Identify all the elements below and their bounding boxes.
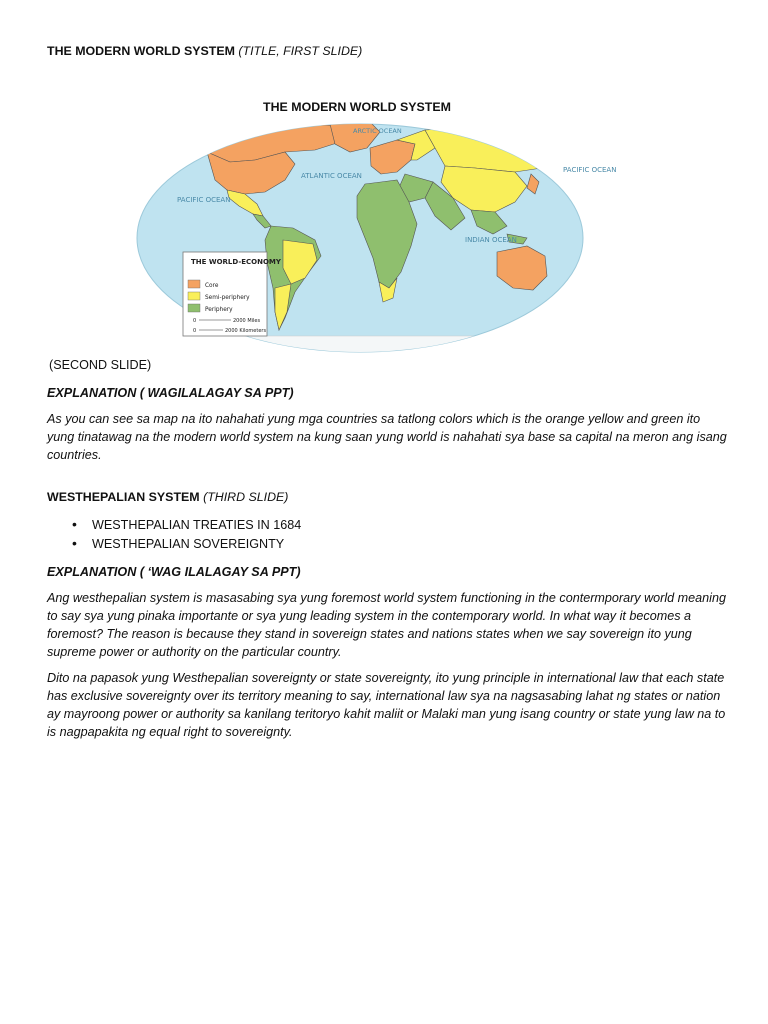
legend-swatch-semi-periphery: [188, 292, 200, 300]
scale-zero-km: 0: [193, 328, 197, 334]
explanation-paragraph-1: As you can see sa map na ito nahahati yung mga countries sa tatlong colors which is the orange yellow and green ito yung tinatawag na the modern world system na kung saan yung world is nahahati sya base sa capital na meron ang isang countries.: [47, 412, 727, 462]
world-economy-map: [135, 122, 617, 354]
antarctica-region: [135, 336, 585, 354]
document-title: THE MODERN WORLD SYSTEM: [47, 44, 235, 58]
document-page: [47, 42, 727, 749]
section-heading-title: WESTHEPALIAN SYSTEM: [47, 490, 200, 504]
explanation-heading-2: EXPLANATION ( ‘WAG ILALAGAY SA PPT): [47, 565, 301, 579]
ocean-label-indian: INDIAN OCEAN: [465, 236, 517, 244]
ocean-label-atlantic: ATLANTIC OCEAN: [301, 172, 362, 180]
ocean-label-arctic: ARCTIC OCEAN: [353, 127, 402, 135]
legend-label-periphery: Periphery: [205, 307, 233, 313]
explanation-paragraph-2: Ang westhepalian system is masasabing sya yung foremost world system functioning in the contermporary world meaning to say sya yung pinaka importante or sya yung leading system in the contemporary world. In what way it becomes a foremost? The reason is because they stand in sovereign states and nations states when we say sovereign ito yung supreme power or authority on the particular country.: [47, 591, 726, 659]
scale-miles: 2000 Miles: [233, 318, 261, 324]
scale-zero-miles: 0: [193, 318, 197, 324]
document-title-line: [47, 42, 727, 60]
legend-label-core: Core: [205, 283, 219, 289]
legend-swatch-periphery: [188, 304, 200, 312]
second-slide-note: (SECOND SLIDE): [49, 358, 152, 372]
new-zealand-region: [551, 294, 563, 310]
document-title-note: (TITLE, FIRST SLIDE): [238, 44, 363, 58]
list-item: • WESTHEPALIAN TREATIES IN 1684: [92, 516, 727, 534]
legend-swatch-core: [188, 280, 200, 288]
section-heading-westhepalian: [47, 488, 727, 506]
bullet-list: [47, 516, 727, 553]
scale-km: 2000 Kilometers: [225, 328, 267, 334]
legend-title: THE WORLD-ECONOMY: [191, 258, 281, 266]
explanation-paragraph-3: Dito na papasok yung Westhepalian sovereignty or state sovereignty, ito yung principle in international law that each state has exclusive sovereignty over its territory meaning to say, international law sya na nagsasabing lahat ng states or nation ay mayroong power or authority sa kanilang teritoryo kahit maliit or Malaki man yung isang country or state yung law na to is nagpapakita ng equal right to sovereignty.: [47, 671, 726, 739]
slide-title: THE MODERN WORLD SYSTEM: [263, 100, 451, 114]
explanation-heading-1: EXPLANATION ( WAGILALAGAY SA PPT): [47, 386, 294, 400]
list-item: • WESTHEPALIAN SOVEREIGNTY: [92, 535, 727, 553]
ocean-label-pacific-west: PACIFIC OCEAN: [177, 196, 231, 204]
section-heading-note: (THIRD SLIDE): [203, 490, 289, 504]
ocean-label-pacific-east: PACIFIC OCEAN: [563, 166, 617, 174]
legend-label-semi-periphery: Semi-periphery: [205, 295, 250, 301]
map-legend: [183, 252, 282, 336]
world-map-graphic: [135, 122, 617, 354]
